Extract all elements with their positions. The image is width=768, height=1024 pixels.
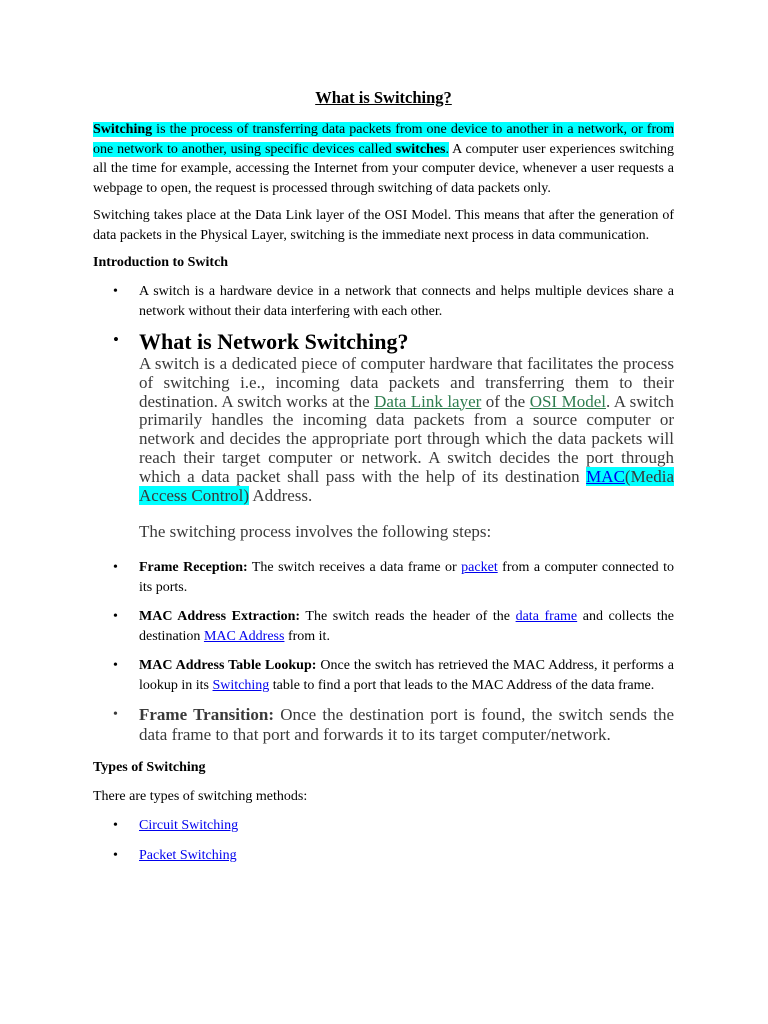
list-item: [93, 816, 674, 836]
step-label: MAC Address Table Lookup:: [139, 658, 317, 674]
network-switching-heading: What is Network Switching?: [139, 329, 409, 354]
bullet-icon: •: [113, 818, 118, 834]
mac-full-name: (Media Access Control): [139, 466, 674, 505]
list-item: [93, 282, 674, 321]
step-text: table to find a port that leads to the MAC Address of the data frame.: [269, 677, 655, 693]
steps-lead: The switching process involves the following steps:: [139, 522, 492, 542]
data-link-layer-link[interactable]: Data Link layer: [374, 391, 482, 411]
step-frame-transition: [93, 705, 674, 744]
bullet-icon: •: [113, 658, 118, 674]
step-text: from a computer connected to its ports.: [139, 560, 674, 595]
intro-list: [93, 282, 674, 542]
page-title: What is Switching?: [315, 88, 452, 107]
packet-switching-link[interactable]: Packet Switching: [139, 847, 237, 863]
mac-address-link[interactable]: MAC Address: [203, 628, 285, 644]
network-text-address: Address.: [249, 485, 313, 505]
steps-list: [93, 558, 674, 744]
step-text: The switch receives a data frame or: [247, 560, 462, 576]
mac-link[interactable]: MAC: [586, 466, 625, 486]
circuit-switching-link[interactable]: Circuit Switching: [139, 818, 239, 834]
data-frame-link[interactable]: data frame: [515, 609, 578, 625]
bullet-icon: •: [113, 284, 118, 299]
intro-rest: A computer user experiences switching all the time for example, accessing the Internet from your computer device, whenever a user requests a webpage to open, the request is processed through switching of data packets only.: [93, 141, 674, 196]
network-switching-item: [93, 330, 674, 542]
list-item: [93, 846, 674, 866]
step-text: The switch reads the header of the: [300, 609, 516, 625]
network-switching-paragraph: [139, 355, 674, 505]
step-label: MAC Address Extraction:: [139, 609, 301, 625]
osi-model-link[interactable]: OSI Model: [529, 391, 606, 411]
step-frame-reception: [93, 558, 674, 597]
bullet-icon: •: [113, 330, 119, 349]
switching-term: Switching: [93, 122, 153, 137]
packet-link[interactable]: packet: [461, 560, 498, 576]
osi-paragraph: Switching takes place at the Data Link layer of the OSI Model. This means that after the generation of data packets in the Physical Layer, switching is the immediate next process in data communication.: [93, 208, 674, 243]
switching-link[interactable]: Switching: [212, 677, 270, 693]
types-lead: There are types of switching methods:: [93, 789, 308, 805]
bullet-icon: •: [113, 560, 118, 576]
step-label: Frame Reception:: [139, 560, 248, 576]
intro-paragraph: [93, 120, 674, 198]
step-text: from it.: [284, 628, 330, 644]
step-mac-extraction: [93, 607, 674, 646]
step-text: and collects the destination: [139, 609, 675, 644]
types-list: [93, 816, 674, 865]
switches-term: switches: [395, 141, 446, 157]
document-content: [93, 88, 674, 875]
network-text-of-the: of the: [481, 391, 530, 411]
intro-switch-heading: Introduction to Switch: [93, 255, 229, 270]
bullet-icon: •: [113, 707, 118, 723]
step-text: Once the destination port is found, the switch sends the data frame to that port and forwards it to its target computer/network.: [139, 705, 674, 744]
network-text-2: . A switch primarily handles the incoming data packets from a source computer or network and decides the appropriate port through which the data packets will reach their target computer or network. A switch decides the port through which a data packet shall pass with the help of its destination: [139, 391, 674, 486]
definition-period: .: [445, 141, 449, 157]
types-heading: Types of Switching: [93, 760, 206, 776]
step-text: Once the switch has retrieved the MAC Address, it performs a lookup in its: [139, 658, 674, 693]
definition-text: is the process of transferring data packets from one device to another in a network, or from one network to another, using specific devices called: [93, 122, 674, 157]
bullet-icon: •: [113, 847, 118, 863]
intro-bullet-text: A switch is a hardware device in a network that connects and helps multiple devices share a network without their data interfering with each other.: [139, 284, 674, 319]
network-text-1: A switch is a dedicated piece of computer hardware that facilitates the process of switching i.e., incoming data packets and transferring them to their destination. A switch works at the: [139, 354, 674, 411]
step-label: Frame Transition:: [139, 705, 274, 725]
bullet-icon: •: [113, 609, 118, 625]
step-table-lookup: [93, 656, 674, 695]
